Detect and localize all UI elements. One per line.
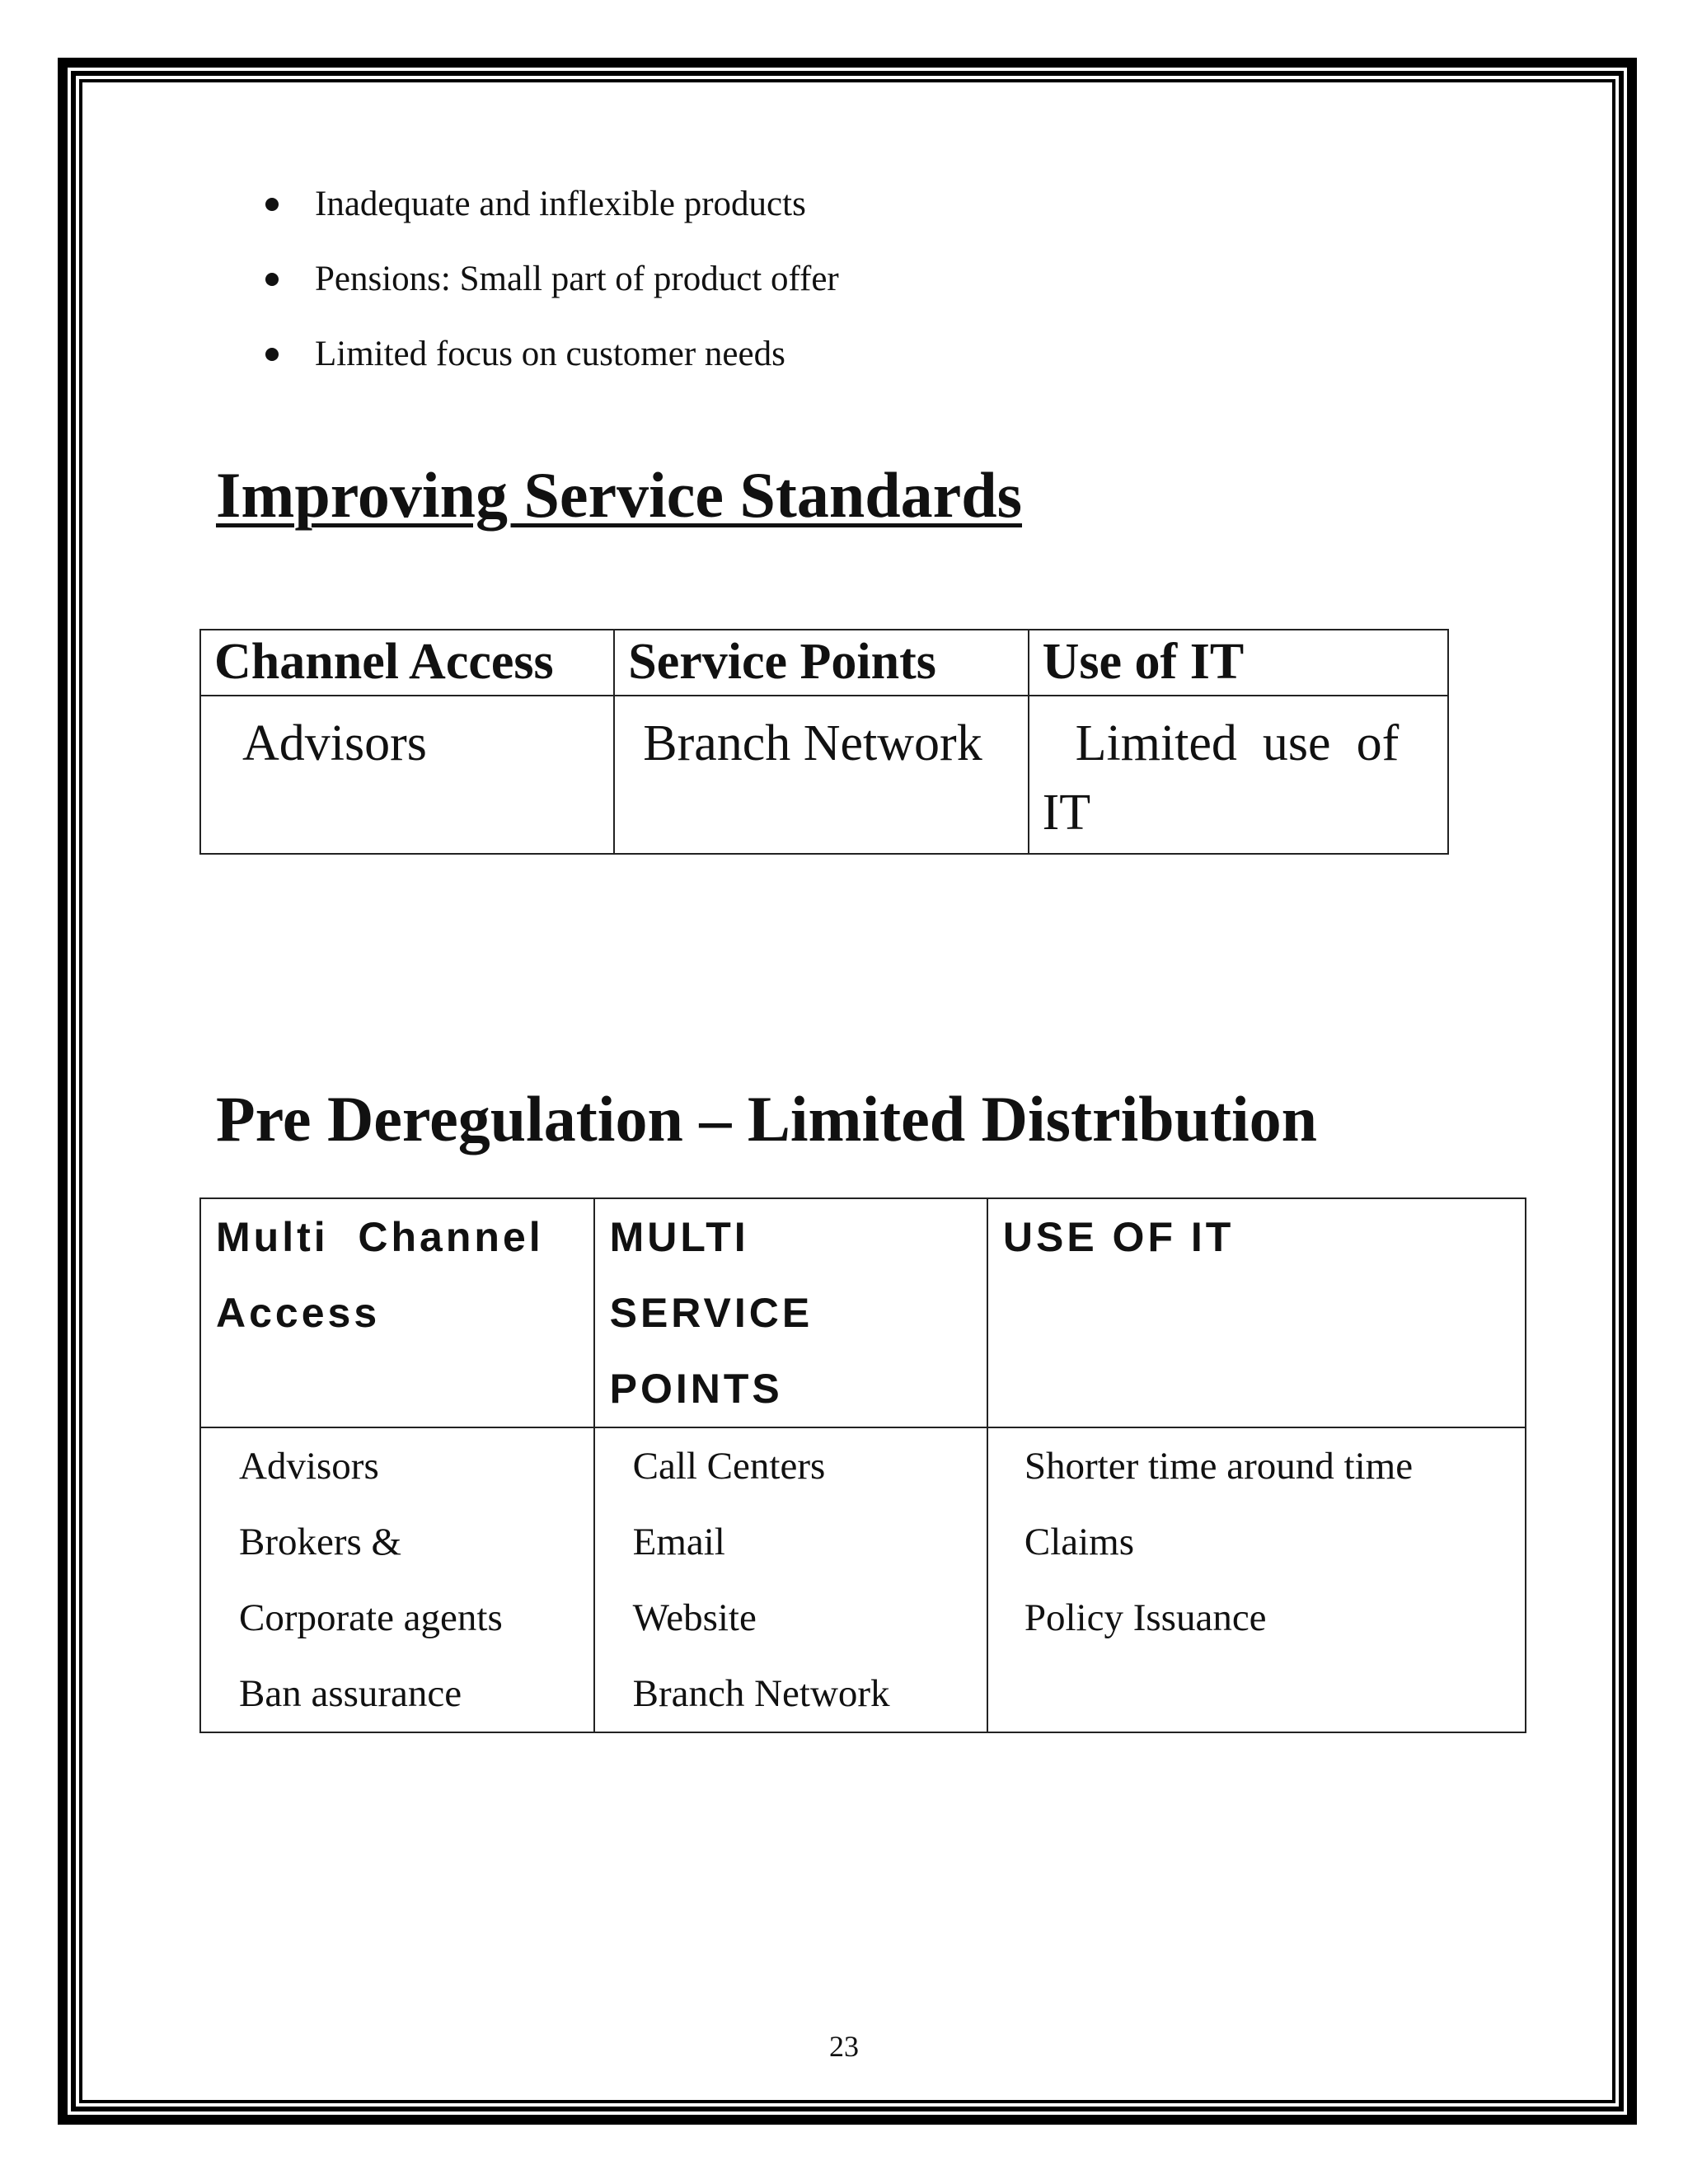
cell-service-points: Branch Network (614, 696, 1028, 854)
cell-use-of-it-line2: IT (1042, 785, 1091, 841)
bullet-icon (265, 198, 279, 211)
list-item: Website (632, 1596, 757, 1639)
list-item: Ban assurance (239, 1672, 462, 1715)
header-channel-access: Channel Access (200, 630, 614, 696)
bullet-item: Inadequate and inflexible products (265, 166, 839, 241)
list-item: Policy Issuance (1024, 1596, 1267, 1639)
table-row (200, 696, 1448, 854)
page-number: 23 (829, 2030, 859, 2063)
bullet-list (265, 166, 839, 391)
header-use-of-it: Use of IT (1029, 630, 1448, 696)
service-standards-table (199, 629, 1449, 855)
cell-use-of-it (987, 1427, 1526, 1732)
list-item: Shorter time around time (1024, 1445, 1414, 1488)
cell-use-of-it (1029, 696, 1448, 854)
bullet-icon (265, 348, 279, 361)
cell-channel-access: Advisors (200, 696, 614, 854)
bullet-item: Pensions: Small part of product offer (265, 241, 839, 316)
table-header-row (200, 1198, 1526, 1427)
header-use-of-it: USE OF IT (987, 1198, 1526, 1427)
header-multi-channel-access: Multi Channel Access (200, 1198, 594, 1427)
section-title-pre-deregulation: Pre Deregulation – Limited Distribution (216, 1083, 1318, 1155)
list-item: Email (632, 1521, 725, 1563)
section-title-service-standards: Improving Service Standards (216, 459, 1022, 531)
list-item: Claims (1024, 1521, 1135, 1563)
list-item: Corporate agents (239, 1596, 503, 1639)
header-multi-service-points: MULTI SERVICE POINTS (594, 1198, 987, 1427)
bullet-icon (265, 273, 279, 286)
bullet-item: Limited focus on customer needs (265, 316, 839, 391)
cell-use-of-it-line1: Limited use of (1075, 715, 1400, 771)
list-item: Advisors (239, 1445, 379, 1488)
list-item: Brokers & (239, 1521, 402, 1563)
header-service-points: Service Points (614, 630, 1028, 696)
table-header-row (200, 630, 1448, 696)
distribution-table (199, 1197, 1526, 1733)
list-item: Branch Network (632, 1672, 890, 1715)
table-row (200, 1427, 1526, 1732)
list-item: Call Centers (632, 1445, 826, 1488)
cell-channels (200, 1427, 594, 1732)
cell-service-points (594, 1427, 987, 1732)
